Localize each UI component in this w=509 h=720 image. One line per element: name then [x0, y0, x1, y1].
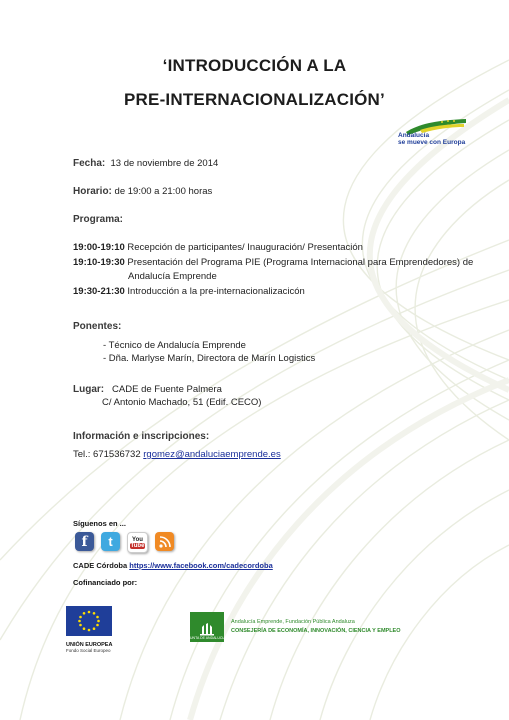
inscripciones-label: Información e inscripciones: [73, 431, 210, 442]
eu-line1: UNIÓN EUROPEA [66, 642, 113, 648]
eu-flag-icon [66, 606, 112, 636]
programa-desc-continued: Andalucía Emprende [128, 271, 217, 282]
programa-desc: Presentación del Programa PIE (Programa Internacional para Emprendedores) de [127, 257, 474, 268]
junta-emblem-icon [199, 622, 215, 636]
programa-time: 19:00-19:10 [73, 242, 125, 253]
phone-number: Tel.: 671536732 [73, 449, 141, 460]
social-icons [75, 532, 174, 553]
horario-value: de 19:00 a 21:00 horas [114, 186, 213, 197]
email-link[interactable]: rgomez@andaluciaemprende.es [143, 449, 281, 460]
programa-desc: Introducción a la pre-internacionalizacicón [127, 286, 305, 297]
ponente-item: - Técnico de Andalucía Emprende [103, 340, 246, 351]
fecha-value: 13 de noviembre de 2014 [110, 158, 219, 169]
eu-line2: Fondo Social Europeo [66, 648, 111, 653]
logo-line1: Andalucía [398, 132, 430, 139]
cade-row [73, 561, 273, 570]
lugar-line1: CADE de Fuente Palmera [112, 384, 222, 395]
fecha-row [73, 158, 218, 169]
junta-line1: Andalucía Emprende, Fundación Pública Andaluza [231, 619, 355, 625]
andalucia-europa-logo [398, 118, 468, 148]
rss-glyph [159, 536, 171, 548]
page-title-line2: PRE-INTERNACIONALIZACIÓN’ [124, 90, 385, 109]
rss-icon[interactable] [155, 532, 174, 551]
youtube-icon[interactable]: You Tube [127, 532, 148, 553]
programa-item [73, 286, 305, 297]
logo-line2: se mueve con Europa [398, 139, 466, 146]
junta-text [231, 619, 401, 634]
horario-row [73, 186, 212, 197]
programa-item [73, 257, 473, 268]
ponentes-label: Ponentes: [73, 321, 122, 332]
contact-row [73, 449, 281, 460]
junta-line2: CONSEJERÍA DE ECONOMÍA, INNOVACIÓN, CIENCIA Y EMPLEO [231, 628, 401, 634]
eu-logo [66, 606, 116, 653]
programa-label: Programa: [73, 214, 124, 225]
programa-desc: Recepción de participantes/ Inauguración/ Presentación [127, 242, 363, 253]
facebook-icon[interactable]: f [75, 532, 94, 551]
cofinanciado-label: Cofinanciado por: [73, 578, 138, 587]
lugar-label: Lugar: [73, 384, 105, 395]
lugar-line2: C/ Antonio Machado, 51 (Edif. CECO) [102, 397, 262, 408]
twitter-icon[interactable]: t [101, 532, 120, 551]
ponente-item: - Dña. Marlyse Marín, Directora de Marín Logistics [103, 353, 316, 364]
cade-label: CADE Córdoba [73, 561, 128, 570]
cade-facebook-link[interactable]: https://www.facebook.com/cadecordoba [129, 561, 273, 570]
lugar-row [73, 384, 222, 395]
programa-time: 19:10-19:30 [73, 257, 125, 268]
page-title-line1: ‘INTRODUCCIÓN A LA [162, 56, 347, 75]
junta-andalucia-logo [190, 612, 224, 642]
programa-time: 19:30-21:30 [73, 286, 125, 297]
fecha-label: Fecha: [73, 158, 106, 169]
programa-item [73, 242, 363, 253]
horario-label: Horario: [73, 186, 112, 197]
siguenos-label: Síguenos en ... [73, 519, 126, 528]
junta-badge-text: JUNTA DE ANDALUCIA [188, 636, 226, 640]
